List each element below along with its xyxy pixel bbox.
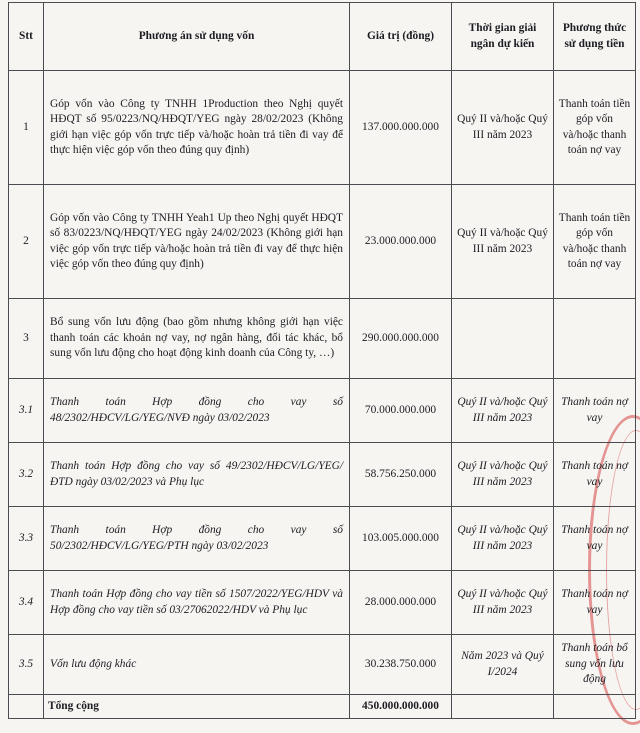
row-desc: Thanh toán Hợp đồng cho vay số 48/2302/HĐCV/LG/YEG/NVĐ ngày 03/02/2023 (44, 379, 350, 443)
row-time: Quý II và/hoặc Quý III năm 2023 (452, 443, 554, 507)
total-stt-cell (9, 695, 44, 719)
row-method: Thanh toán nợ vay (554, 379, 636, 443)
row-stt: 2 (9, 185, 44, 299)
row-stt: 3.5 (9, 635, 44, 695)
row-time: Quý II và/hoặc Quý III năm 2023 (452, 507, 554, 571)
row-desc: Thanh toán Hợp đồng cho vay tiền số 1507/2022/YEG/HDV và Hợp đồng cho vay tiền số 03/27062022/HDV và Phụ lục (44, 571, 350, 635)
table-header-row (9, 3, 636, 71)
table-row (9, 299, 636, 379)
row-stt: 3.4 (9, 571, 44, 635)
header-plan: Phương án sử dụng vốn (44, 3, 350, 71)
table-row (9, 379, 636, 443)
row-value: 137.000.000.000 (350, 71, 452, 185)
row-desc: Góp vốn vào Công ty TNHH 1Production theo Nghị quyết HĐQT số 95/0223/NQ/HĐQT/YEG ngày 28/02/2023 (Không giới hạn việc góp vốn trực tiếp và/hoặc hoàn trả tiền đi vay để thực hiện việc góp vốn theo đúng quy định) (44, 71, 350, 185)
total-row (9, 695, 636, 719)
row-time (452, 299, 554, 379)
row-method: Thanh toán nợ vay (554, 443, 636, 507)
row-value: 70.000.000.000 (350, 379, 452, 443)
row-method: Thanh toán tiền góp vốn và/hoặc thanh toán nợ vay (554, 185, 636, 299)
row-value: 30.238.750.000 (350, 635, 452, 695)
row-time: Năm 2023 và Quý I/2024 (452, 635, 554, 695)
table-row (9, 71, 636, 185)
table-row (9, 635, 636, 695)
row-desc: Thanh toán Hợp đồng cho vay số 49/2302/HĐCV/LG/YEG/ĐTD ngày 03/02/2023 và Phụ lục (44, 443, 350, 507)
row-value: 58.756.250.000 (350, 443, 452, 507)
header-stt: Stt (9, 3, 44, 71)
row-value: 28.000.000.000 (350, 571, 452, 635)
table-row (9, 443, 636, 507)
total-time-cell (452, 695, 554, 719)
row-method: Thanh toán nợ vay (554, 571, 636, 635)
header-method: Phương thức sử dụng tiền (554, 3, 636, 71)
table-row (9, 571, 636, 635)
row-desc: Góp vốn vào Công ty TNHH Yeah1 Up theo Nghị quyết HĐQT số 83/0223/NQ/HĐQT/YEG ngày 24/02/2023 (Không giới hạn việc góp vốn trực tiếp và/hoặc hoàn trả tiền đi vay để thực hiện việc góp vốn theo đúng quy định) (44, 185, 350, 299)
row-time: Quý II và/hoặc Quý III năm 2023 (452, 571, 554, 635)
row-desc: Vốn lưu động khác (44, 635, 350, 695)
row-method: Thanh toán tiền góp vốn và/hoặc thanh toán nợ vay (554, 71, 636, 185)
row-desc: Thanh toán Hợp đồng cho vay số 50/2302/HĐCV/LG/YEG/PTH ngày 03/02/2023 (44, 507, 350, 571)
table-row (9, 185, 636, 299)
row-desc: Bổ sung vốn lưu động (bao gồm nhưng không giới hạn việc thanh toán các khoản nợ vay, nợ ngân hàng, đối tác khác, bổ sung vốn lưu động cho hoạt động kinh doanh của Công ty, …) (44, 299, 350, 379)
capital-use-table (8, 2, 636, 719)
row-value: 290.000.000.000 (350, 299, 452, 379)
total-label: Tổng cộng (44, 695, 350, 719)
header-time: Thời gian giải ngân dự kiến (452, 3, 554, 71)
row-method: Thanh toán nợ vay (554, 507, 636, 571)
row-method: Thanh toán bổ sung vốn lưu động (554, 635, 636, 695)
row-stt: 1 (9, 71, 44, 185)
row-stt: 3.1 (9, 379, 44, 443)
table-row (9, 507, 636, 571)
row-time: Quý II và/hoặc Quý III năm 2023 (452, 379, 554, 443)
row-method (554, 299, 636, 379)
row-value: 103.005.000.000 (350, 507, 452, 571)
total-value: 450.000.000.000 (350, 695, 452, 719)
row-time: Quý II và/hoặc Quý III năm 2023 (452, 71, 554, 185)
row-time: Quý II và/hoặc Quý III năm 2023 (452, 185, 554, 299)
total-method-cell (554, 695, 636, 719)
header-value: Giá trị (đồng) (350, 3, 452, 71)
row-value: 23.000.000.000 (350, 185, 452, 299)
row-stt: 3.3 (9, 507, 44, 571)
row-stt: 3.2 (9, 443, 44, 507)
row-stt: 3 (9, 299, 44, 379)
